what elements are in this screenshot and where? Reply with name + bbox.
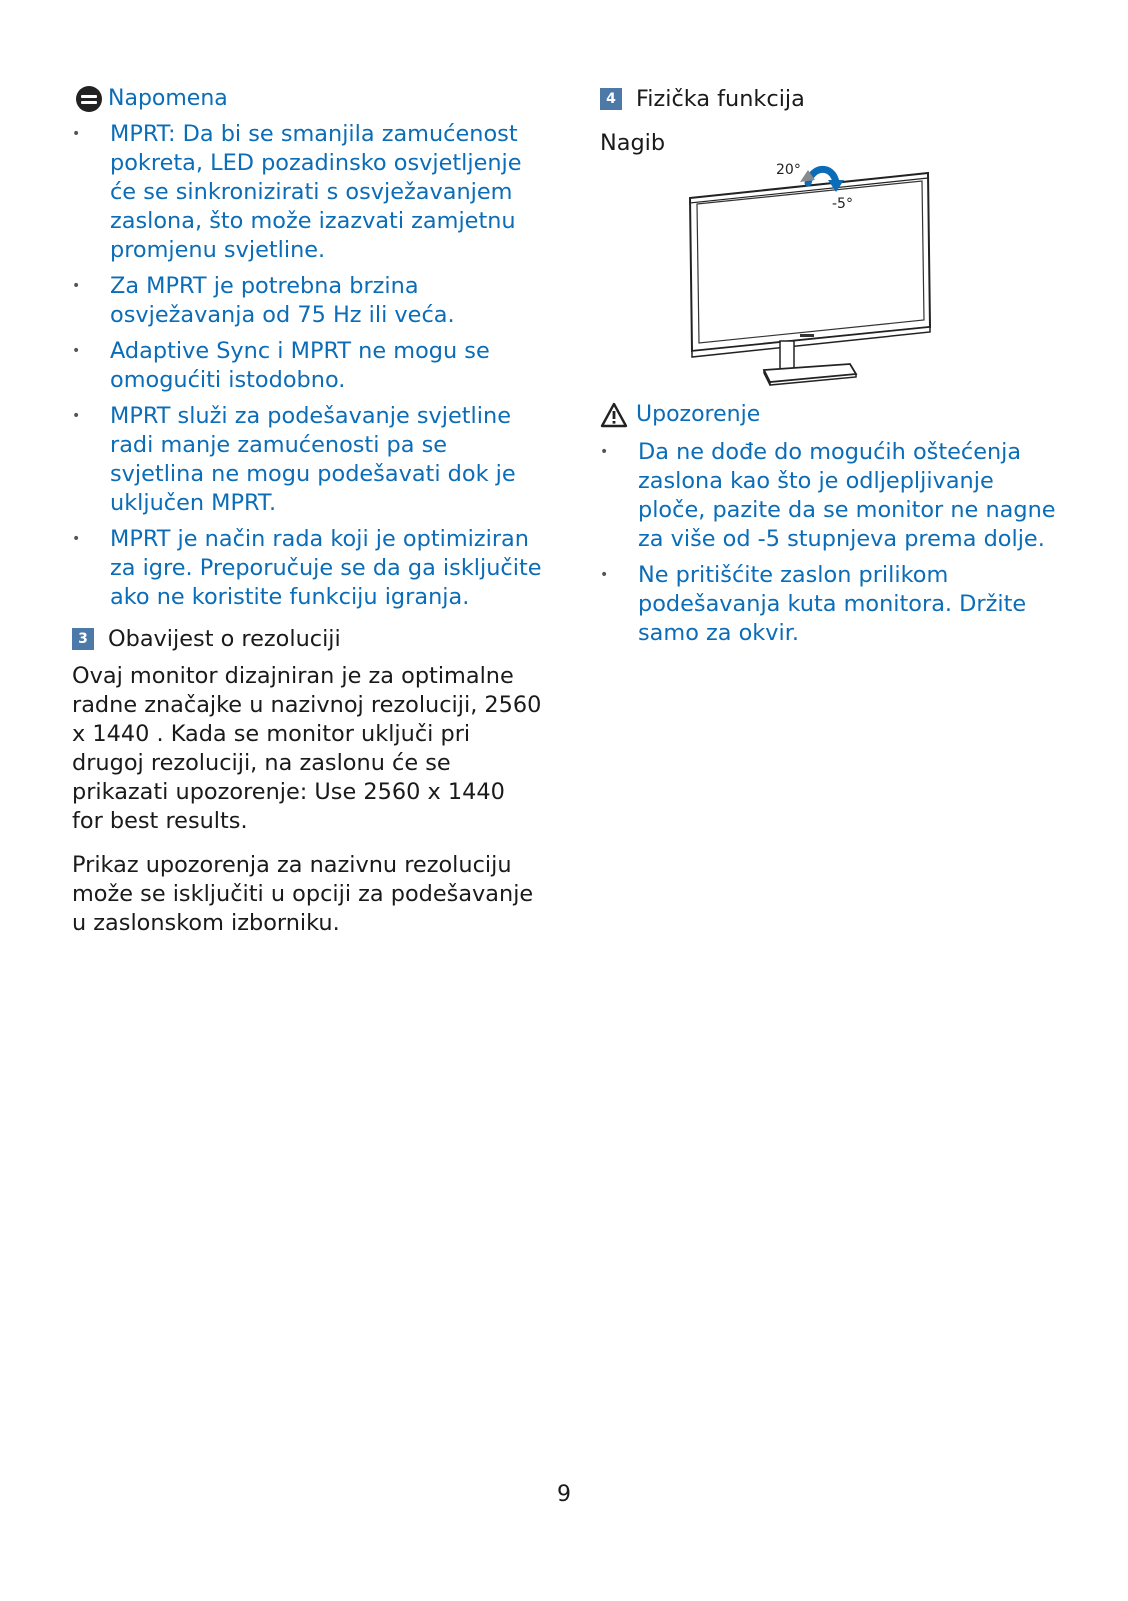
section-number-badge: 3 [72,628,94,650]
list-item: • Da ne dođe do mogućih oštećenja zaslona kao što je odljepljivanje ploče, pazite da se monitor ne nagne za više od -5 stupnjeva prema dolje. [600,438,1060,554]
section-heading-resolution [72,624,542,654]
warning-title: Upozorenje [636,402,761,427]
paragraph: Ovaj monitor dizajniran je za optimalne radne značajke u nazivnoj rezoluciji, 2560 x 1440 . Kada se monitor uključi pri drugoj rezoluciji, na zaslonu će se prikazati upozorenje: Use 2560 x 1440 for best results. [72,663,542,834]
warning-list [600,438,1060,648]
section-heading-physical [600,84,1060,114]
note-list [72,120,542,612]
monitor-illustration [600,160,1060,390]
note-title: Napomena [108,86,228,111]
warning-icon [600,402,628,428]
list-item: • MPRT je način rada koji je optimiziran za igre. Preporučuje se da ga isključite ako ne koristite funkciju igranja. [72,525,542,612]
list-item: • MPRT: Da bi se smanjila zamućenost pokreta, LED pozadinsko osvjetljenje će se sinkronizirati s osvježavanjem zaslona, što može izazvati zamjetnu promjenu svjetline. [72,120,542,265]
page-number: 9 [557,1482,571,1507]
section-title: Fizička funkcija [636,86,805,112]
section-title: Obavijest o rezoluciji [108,626,341,652]
monitor-neck [780,341,794,369]
list-item: • Ne pritišćite zaslon prilikom podešavanja kuta monitora. Držite samo za okvir. [600,561,1060,648]
angle-up-label: 20° [776,162,801,178]
list-item: • Za MPRT je potrebna brzina osvježavanja od 75 Hz ili veća. [72,272,542,330]
left-column [72,84,542,938]
right-column [600,84,1060,655]
section-number-badge: 4 [600,88,622,110]
monitor-screen [697,181,924,343]
angle-down-label: -5° [832,196,853,212]
subsection-title: Nagib [600,130,666,156]
paragraph: Prikaz upozorenja za nazivnu rezoluciju može se isključiti u opciji za podešavanje u zaslonskom izborniku. [72,852,534,936]
tilt-figure [600,160,1060,390]
warning-heading [600,400,1060,430]
note-icon [76,86,102,112]
note-heading [72,84,542,114]
monitor-base [764,364,856,382]
list-item: • Adaptive Sync i MPRT ne mogu se omogućiti istodobno. [72,337,542,395]
list-item: • MPRT služi za podešavanje svjetline radi manje zamućenosti pa se svjetlina ne mogu podešavati dok je uključen MPRT. [72,402,542,518]
